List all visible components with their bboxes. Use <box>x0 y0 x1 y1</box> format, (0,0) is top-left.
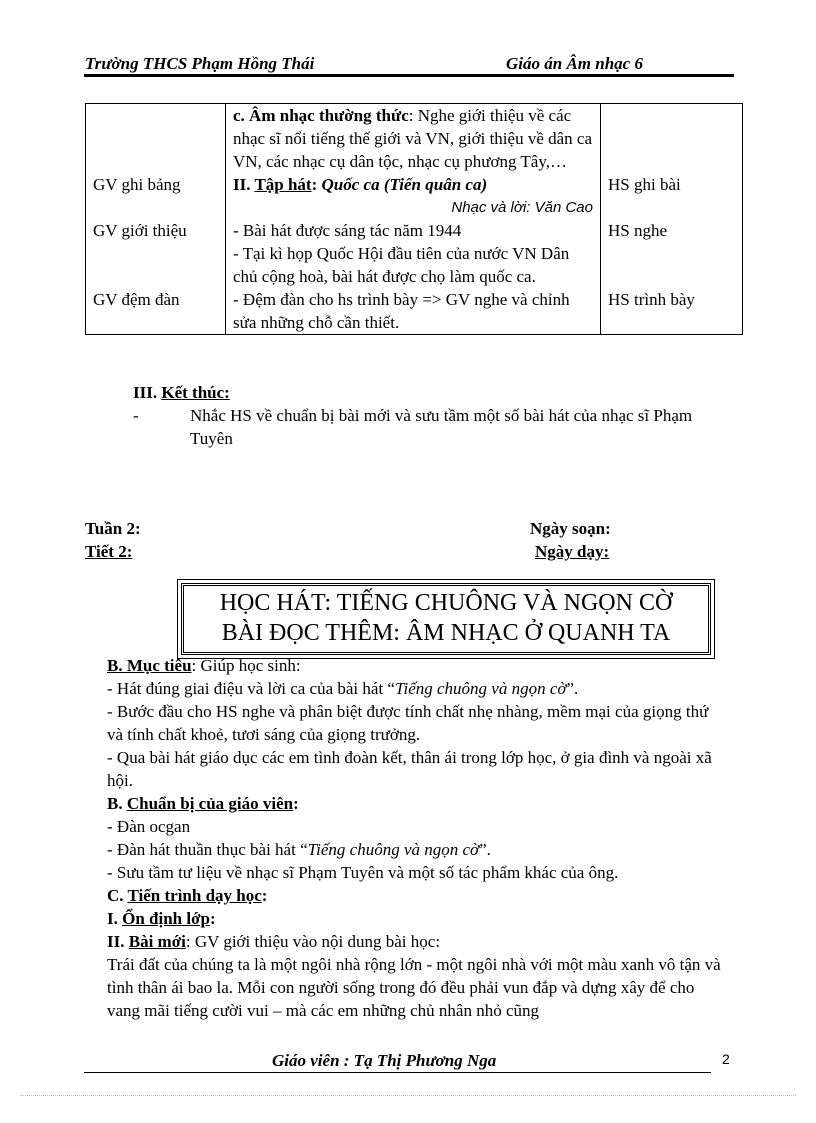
objective-item: - Hát đúng giai điệu và lời ca của bài hát “Tiếng chuông và ngọn cờ”. <box>107 679 579 698</box>
student-cell: HS trình bày <box>601 288 743 335</box>
song-author: Nhạc và lời: Văn Cao <box>451 199 593 216</box>
footer-rule <box>84 1072 711 1073</box>
teacher-cell: GV ghi bảng <box>86 173 226 219</box>
teacher-cell <box>86 104 226 174</box>
prepared-date-label: Ngày soạn: <box>530 519 611 538</box>
objective-item: - Bước đầu cho HS nghe và phân biệt được tính chất nhẹ nhàng, mềm mại của giọng thứ và tính chất khoẻ, tươi sáng của giọng trưởng. <box>107 702 709 744</box>
content-cell: c. Âm nhạc thường thức: Nghe giới thiệu về các nhạc sĩ nổi tiếng thế giới và VN, giới thiệu về dân ca VN, các nhạc cụ dân tộc, nhạc cụ phương Tây,… <box>226 104 601 174</box>
closing-text: Nhắc HS về chuẩn bị bài mới và sưu tầm một số bài hát của nhạc sĩ Phạm Tuyên <box>190 406 693 448</box>
teacher-cell: GV đệm đàn <box>86 288 226 335</box>
document-subject: Giáo án Âm nhạc 6 <box>506 54 643 73</box>
page-number: 2 <box>722 1051 730 1067</box>
content-cell: - Bài hát được sáng tác năm 1944 - Tại kì họp Quốc Hội đầu tiên của nước VN Dân chủ cộng hoà, bài hát được chọ làm quốc ca. <box>226 219 601 288</box>
closing-heading: III. Kết thúc: <box>133 383 230 402</box>
page-edge <box>20 1095 796 1096</box>
table-row <box>86 219 743 288</box>
preparation-item: - Đàn ocgan <box>107 817 191 836</box>
lesson-table <box>85 103 743 335</box>
intro-paragraph: Trái đất của chúng ta là một ngôi nhà rộng lớn - một ngôi nhà với một màu xanh vô tận và tình thân ái bao la. Mỗi con người sống trong đó đều phải vun đắp và dựng xây để cho vang mãi tiếng cười vui – mà các em những chủ nhân nhỏ cũng <box>107 955 721 1020</box>
lesson-title-line1: HỌC HÁT: TIẾNG CHUÔNG VÀ NGỌN CỜ <box>219 590 673 616</box>
school-name: Trường THCS Phạm Hồng Thái <box>85 54 315 73</box>
lesson-title-box <box>181 583 711 655</box>
preparation-heading: B. Chuẩn bị của giáo viên: <box>107 794 299 813</box>
closing-bullet: - <box>133 406 139 425</box>
student-cell <box>601 104 743 174</box>
table-row <box>86 173 743 219</box>
student-cell: HS nghe <box>601 219 743 288</box>
student-cell: HS ghi bài <box>601 173 743 219</box>
taught-date-label: Ngày dạy: <box>535 542 610 561</box>
lesson-title-line2: BÀI ĐỌC THÊM: ÂM NHẠC Ở QUANH TA <box>221 620 671 646</box>
procedure-heading: C. Tiến trình dạy học: <box>107 886 268 905</box>
step-heading: I. Ổn định lớp: <box>107 909 216 928</box>
table-row <box>86 104 743 174</box>
content-cell: II. Tập hát: Quốc ca (Tiến quân ca) Nhạc và lời: Văn Cao <box>226 173 601 219</box>
table-row <box>86 288 743 335</box>
period-label: Tiết 2: <box>85 542 133 561</box>
content-cell: - Đệm đàn cho hs trình bày => GV nghe và chỉnh sửa những chỗ cần thiết. <box>226 288 601 335</box>
week-label: Tuần 2: <box>85 519 141 538</box>
step-heading: II. Bài mới: GV giới thiệu vào nội dung bài học: <box>107 932 441 951</box>
header-rule <box>84 74 734 77</box>
teacher-cell: GV giới thiệu <box>86 219 226 288</box>
objective-item: - Qua bài hát giáo dục các em tình đoàn kết, thân ái trong lớp học, ở gia đình và ngoài xã hội. <box>107 748 712 790</box>
teacher-name: Giáo viên : Tạ Thị Phương Nga <box>272 1051 497 1070</box>
lesson-body <box>107 654 727 1022</box>
preparation-item: - Sưu tầm tư liệu về nhạc sĩ Phạm Tuyên và một số tác phẩm khác của ông. <box>107 863 619 882</box>
objectives-heading: B. Mục tiêu: Giúp học sinh: <box>107 656 301 675</box>
preparation-item: - Đàn hát thuần thục bài hát “Tiếng chuông và ngọn cờ”. <box>107 840 491 859</box>
